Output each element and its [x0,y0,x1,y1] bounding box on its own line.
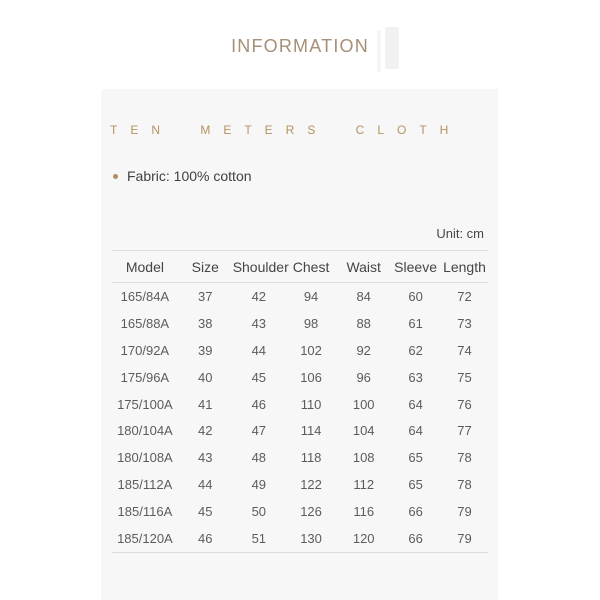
table-row [112,498,488,525]
cell-shoulder: 42 [251,288,267,304]
cell-size: 39 [198,342,213,358]
cell-waist: 96 [356,369,371,385]
cell-chest: 130 [300,530,322,546]
cell-model: 175/96A [120,369,170,385]
cell-chest: 102 [300,342,322,358]
cell-model: 180/104A [117,423,173,439]
cell-model: 185/112A [117,477,173,493]
bullet-icon [113,174,118,179]
cell-shoulder: 49 [251,477,267,493]
cell-size: 42 [198,423,213,439]
cell-chest: 106 [300,369,322,385]
column-header-chest: Chest [292,258,330,275]
cell-sleeve: 66 [408,504,423,520]
cell-chest: 110 [300,396,322,412]
page-title: INFORMATION [231,36,369,56]
cell-sleeve: 65 [408,450,423,466]
cell-shoulder: 48 [251,450,267,466]
cell-size: 46 [198,530,213,546]
table-row [112,283,488,310]
table-row [112,525,488,552]
cell-model: 165/88A [120,315,170,331]
cell-shoulder: 51 [251,530,267,546]
cell-shoulder: 43 [251,315,267,331]
column-header-sleeve: Sleeve [394,258,437,275]
cell-sleeve: 65 [408,477,423,493]
cell-size: 45 [198,504,213,520]
cell-size: 44 [198,477,213,493]
cell-sleeve: 64 [408,423,423,439]
cell-size: 41 [198,396,213,412]
cell-waist: 100 [352,396,375,412]
fabric-text: Fabric: 100% cotton [127,168,252,184]
column-header-length: Length [443,258,486,275]
cell-model: 185/120A [117,530,173,546]
table-row [112,417,488,444]
cell-waist: 112 [353,477,375,493]
table-row [112,364,488,391]
cell-model: 185/116A [117,504,173,520]
cell-waist: 120 [352,530,375,546]
table-row [112,337,488,364]
cell-size: 43 [198,450,213,466]
cell-length: 74 [457,342,472,358]
fabric-note [113,168,498,184]
cell-model: 180/108A [117,450,173,466]
table-row [112,391,488,418]
column-header-model: Model [125,258,164,275]
cell-length: 79 [457,504,472,520]
unit-label: Unit: cm [436,226,484,241]
cell-waist: 108 [352,450,375,466]
cell-length: 75 [457,369,472,385]
cell-waist: 104 [352,423,375,439]
cell-length: 76 [457,396,472,412]
cell-length: 77 [457,423,472,439]
cell-size: 40 [198,369,213,385]
cell-sleeve: 64 [408,396,423,412]
cell-size: 37 [198,288,213,304]
table-header-row [112,251,488,283]
cell-size: 38 [198,315,213,331]
decorative-bar-icon [377,30,381,72]
decorative-bar-icon [385,27,399,69]
cell-shoulder: 50 [251,504,267,520]
cell-model: 175/100A [117,396,173,412]
cell-chest: 122 [300,477,322,493]
table-row [112,310,488,337]
brand-heading: TEN METERS CLOTH [110,123,462,137]
cell-sleeve: 63 [408,369,423,385]
cell-waist: 84 [356,288,371,304]
column-header-size: Size [191,258,219,275]
cell-model: 170/92A [120,342,170,358]
cell-waist: 92 [356,342,371,358]
cell-sleeve: 62 [408,342,423,358]
cell-shoulder: 47 [251,423,267,439]
section-header [0,0,600,76]
cell-shoulder: 44 [251,342,267,358]
cell-length: 78 [457,450,472,466]
cell-model: 165/84A [120,288,170,304]
column-header-shoulder: Shoulder [232,258,289,275]
cell-length: 79 [457,530,472,546]
cell-chest: 114 [300,423,322,439]
cell-length: 78 [457,477,472,493]
cell-shoulder: 46 [251,396,267,412]
cell-sleeve: 66 [408,530,423,546]
cell-chest: 94 [303,288,319,304]
information-card [101,89,498,600]
table-row [112,444,488,471]
cell-length: 73 [457,315,472,331]
column-header-waist: Waist [346,258,381,275]
cell-sleeve: 60 [408,288,423,304]
cell-chest: 118 [300,450,322,466]
cell-sleeve: 61 [408,315,423,331]
cell-waist: 88 [356,315,371,331]
cell-waist: 116 [353,504,375,520]
table-row [112,471,488,498]
cell-shoulder: 45 [251,369,267,385]
size-chart-table [112,250,488,553]
cell-chest: 126 [300,504,322,520]
cell-length: 72 [457,288,472,304]
cell-chest: 98 [303,315,319,331]
